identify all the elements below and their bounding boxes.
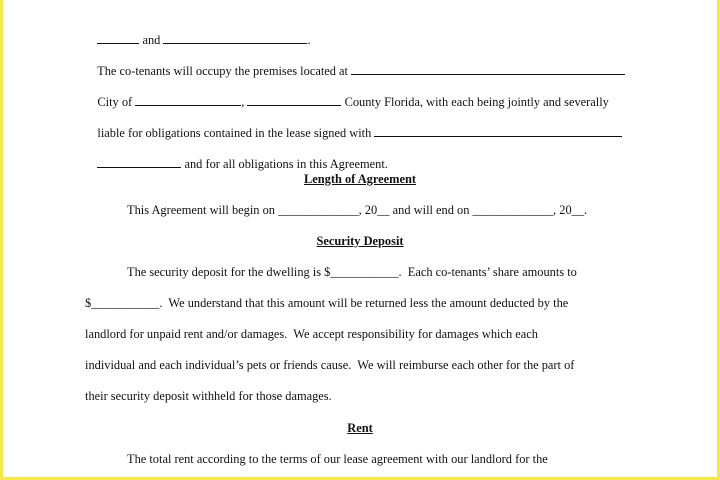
landlord-name-blank[interactable]	[374, 124, 622, 137]
agreement-dates-line: This Agreement will begin on _____________, 20__ and will end on _____________, 20__.	[127, 203, 588, 217]
tenant-name-blank-2[interactable]	[163, 31, 307, 44]
city-blank[interactable]	[135, 93, 241, 106]
obligations-line: and for all obligations in this Agreement.	[85, 139, 388, 188]
rent-line: The total rent according to the terms of our lease agreement with our landlord for the	[127, 452, 548, 466]
tenant-name-blank-1[interactable]	[97, 31, 139, 44]
deposit-withheld-line: their security deposit withheld for those damages.	[85, 389, 332, 403]
names-line: and .	[85, 15, 311, 64]
deposit-damages-line: landlord for unpaid rent and/or damages. We accept responsibility for damages which each	[85, 327, 538, 341]
premises-line: The co-tenants will occupy the premises located at	[85, 46, 625, 95]
deposit-responsibility-line: individual and each individual’s pets or friends cause. We will reimburse each other for the part of	[85, 358, 575, 372]
heading-rent: Rent	[347, 421, 373, 435]
county-blank[interactable]	[247, 93, 341, 106]
city-county-line: City of , County Florida, with each being jointly and severally	[97, 95, 609, 109]
heading-length-of-agreement: Length of Agreement	[304, 172, 416, 186]
liability-line: liable for obligations contained in the lease signed with	[85, 108, 622, 157]
deposit-share-line: $___________. We understand that this amount will be returned less the amount deducted by the	[85, 296, 569, 310]
deposit-amount-line: The security deposit for the dwelling is $___________. Each co-tenants’ share amounts to	[127, 265, 577, 279]
premises-address-blank[interactable]	[351, 62, 625, 75]
landlord-name-blank-continued[interactable]	[97, 155, 181, 168]
document-page	[3, 0, 717, 477]
heading-security-deposit: Security Deposit	[316, 234, 404, 248]
